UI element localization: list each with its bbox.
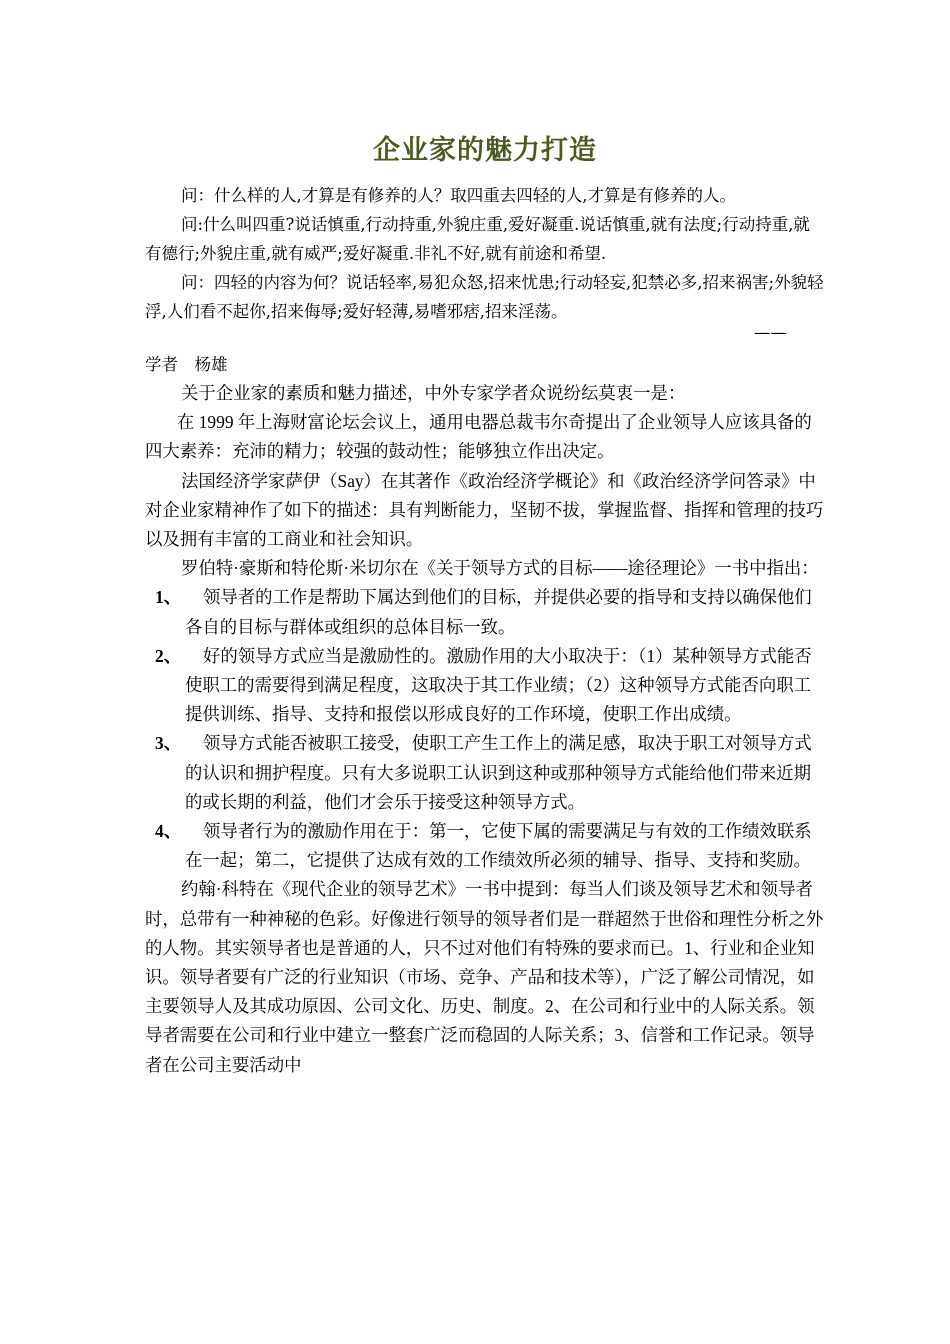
qa-paragraph-1: 问：什么样的人,才算是有修养的人？取四重去四轻的人,才算是有修养的人。 bbox=[181, 186, 736, 205]
say-paragraph: 法国经济学家萨伊（Say）在其著作《政治经济学概论》和《政治经济学问答录》中对企业家精神作了如下的描述：具有判断能力，坚韧不拔，掌握监督、指挥和管理的技巧以及拥有丰富的工商业和社会知识。 bbox=[145, 470, 824, 550]
list-item-text: 领导者行为的激励作用在于：第一，它使下属的需要满足与有效的工作绩效联系在一起；第二，它提供了达成有效的工作绩效所必须的辅导、指导、支持和奖励。 bbox=[185, 821, 812, 871]
list-item bbox=[145, 583, 825, 641]
attribution-author: 学者 杨雄 bbox=[145, 355, 228, 374]
welch-paragraph: 在 1999 年上海财富论坛会议上，通用电器总裁韦尔奇提出了企业领导人应该具备的四大素养：充沛的精力；较强的鼓动性；能够独立作出决定。 bbox=[145, 412, 812, 462]
theory-list bbox=[145, 583, 825, 875]
list-item-number: 1、 bbox=[155, 587, 182, 608]
intro-paragraph: 关于企业家的素质和魅力描述，中外专家学者众说纷纭莫衷一是： bbox=[181, 383, 686, 403]
qa-paragraph-3: 问：四轻的内容为何？说话轻率,易犯众怒,招来忧患;行动轻妄,犯禁必多,招来祸害;外貌轻浮,人们看不起你,招来侮辱;爱好轻薄,易嗜邪痞,招来淫荡。 bbox=[145, 273, 824, 321]
list-item bbox=[145, 729, 825, 817]
list-item bbox=[145, 817, 825, 875]
list-item-number: 3、 bbox=[155, 733, 182, 754]
attribution-dash: —— bbox=[754, 323, 787, 342]
list-item-number: 2、 bbox=[155, 645, 182, 666]
house-mitchell-paragraph: 罗伯特·豪斯和特伦斯·米切尔在《关于领导方式的目标——途径理论》一书中指出： bbox=[181, 558, 819, 579]
list-item-text: 好的领导方式应当是激励性的。激励作用的大小取决于：（1）某种领导方式能否使职工的需要得到满足程度，这取决于其工作业绩；（2）这种领导方式能否向职工提供训练、指导、支持和报偿以形成良好的工作环境，使职工作出成绩。 bbox=[185, 645, 812, 725]
list-item bbox=[145, 642, 825, 730]
list-item-text: 领导方式能否被职工接受，使职工产生工作上的满足感，取决于职工对领导方式的认识和拥护程度。只有大多说职工认识到这种或那种领导方式能给他们带来近期的或长期的利益，他们才会乐于接受这种领导方式。 bbox=[185, 733, 812, 812]
document-title: 企业家的魅力打造 bbox=[373, 135, 597, 166]
list-item-number: 4、 bbox=[155, 821, 182, 842]
qa-paragraph-2: 问:什么叫四重?说话慎重,行动持重,外貌庄重,爱好凝重.说话慎重,就有法度;行动持重,就有德行;外貌庄重,就有威严;爱好凝重.非礼不好,就有前途和希望. bbox=[145, 215, 810, 263]
kotter-paragraph: 约翰·科特在《现代企业的领导艺术》一书中提到：每当人们谈及领导艺术和领导者时，总带有一种神秘的色彩。好像进行领导的领导者们是一群超然于世俗和理性分析之外的人物。其实领导者也是普通的人，只不过对他们有特殊的要求而已。1、行业和企业知识。领导者要有广泛的行业知识（市场、竞争、产品和技术等），广泛了解公司情况，如主要领导人及其成功原因、公司文化、历史、制度。2、在公司和行业中的人际关系。领导者需要在公司和行业中建立一整套广泛而稳固的人际关系；3、信誉和工作记录。领导者在公司主要活动中 bbox=[145, 879, 824, 1075]
document-page bbox=[145, 118, 825, 1080]
list-item-text: 领导者的工作是帮助下属达到他们的目标，并提供必要的指导和支持以确保他们各自的目标与群体或组织的总体目标一致。 bbox=[185, 587, 812, 637]
